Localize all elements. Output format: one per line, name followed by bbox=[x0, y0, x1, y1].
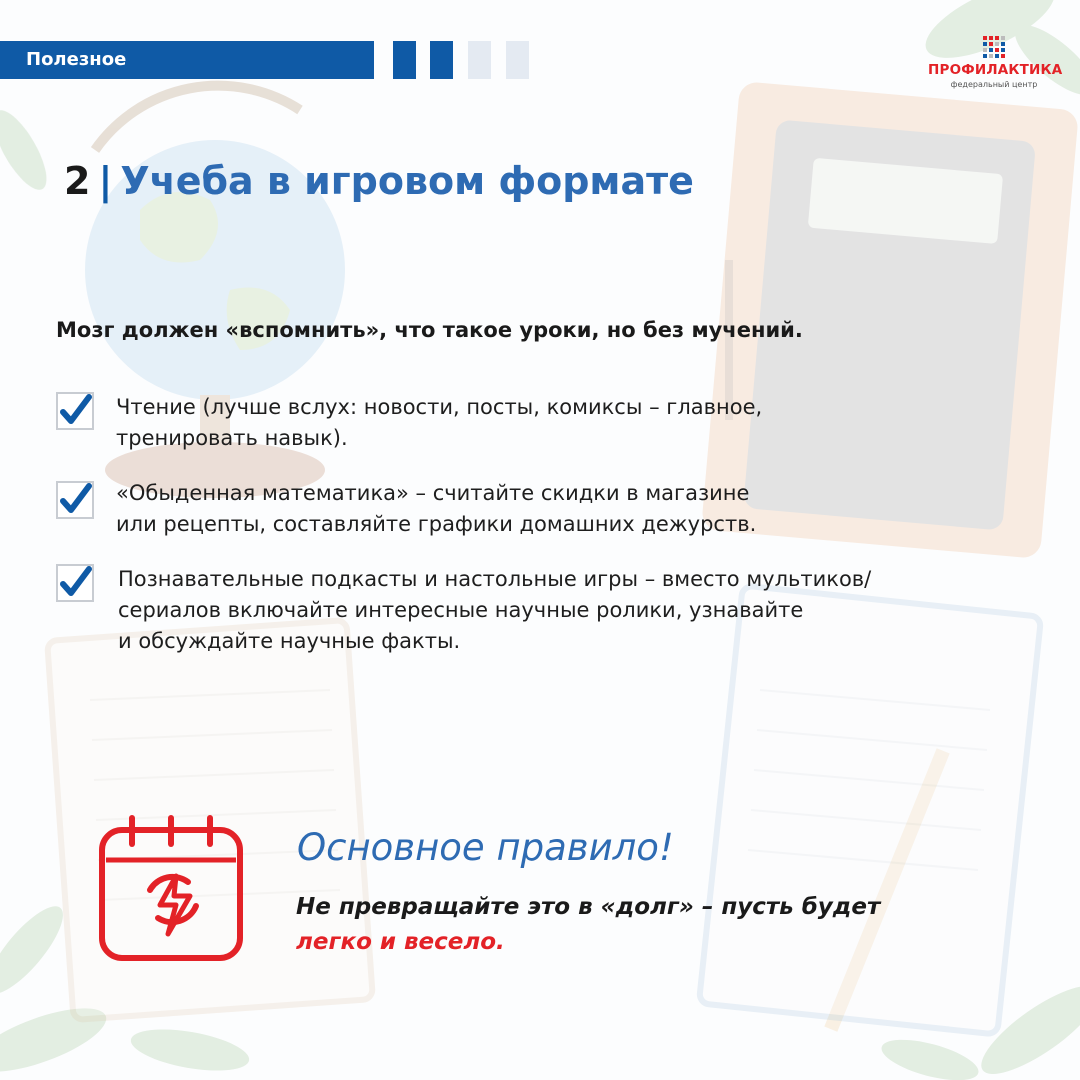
header-label: Полезное bbox=[26, 49, 127, 70]
rule-title: Основное правило! bbox=[297, 826, 674, 869]
rule-text: Не превращайте это в «долг» – пусть будет bbox=[296, 894, 881, 920]
logo-grid-icon bbox=[983, 36, 1005, 58]
list-item: Познавательные подкасты и настольные игры – вместо мультиков/ сериалов включайте интересные научные ролики, узнавайте и обсуждайте научные факты. bbox=[118, 567, 872, 653]
list-item: «Обыденная математика» – считайте скидки в магазине или рецепты, составляйте графики домашних дежурств. bbox=[116, 481, 757, 536]
page-title bbox=[64, 156, 694, 206]
checkbox-checked-icon bbox=[56, 564, 94, 602]
checkbox-checked-icon bbox=[56, 392, 94, 430]
section-title: Учеба в игровом формате bbox=[120, 159, 694, 203]
header-square bbox=[393, 41, 416, 79]
header-square bbox=[430, 41, 453, 79]
section-number: 2 bbox=[64, 159, 91, 203]
list-item: Чтение (лучше вслух: новости, посты, комиксы – главное, тренировать навык). bbox=[116, 395, 763, 450]
logo bbox=[928, 36, 1063, 92]
logo-subtitle: федеральный центр bbox=[950, 80, 1038, 89]
title-separator: | bbox=[98, 159, 113, 203]
header-square bbox=[468, 41, 491, 79]
checkbox-checked-icon bbox=[56, 481, 94, 519]
header-bar bbox=[0, 41, 374, 79]
header-square bbox=[506, 41, 529, 79]
rule-highlight: легко и весело. bbox=[296, 929, 505, 955]
logo-title: ПРОФИЛАКТИКА bbox=[928, 62, 1063, 78]
intro-text: Мозг должен «вспомнить», что такое уроки, но без мучений. bbox=[56, 318, 803, 342]
calendar-lightning-icon bbox=[92, 810, 252, 970]
